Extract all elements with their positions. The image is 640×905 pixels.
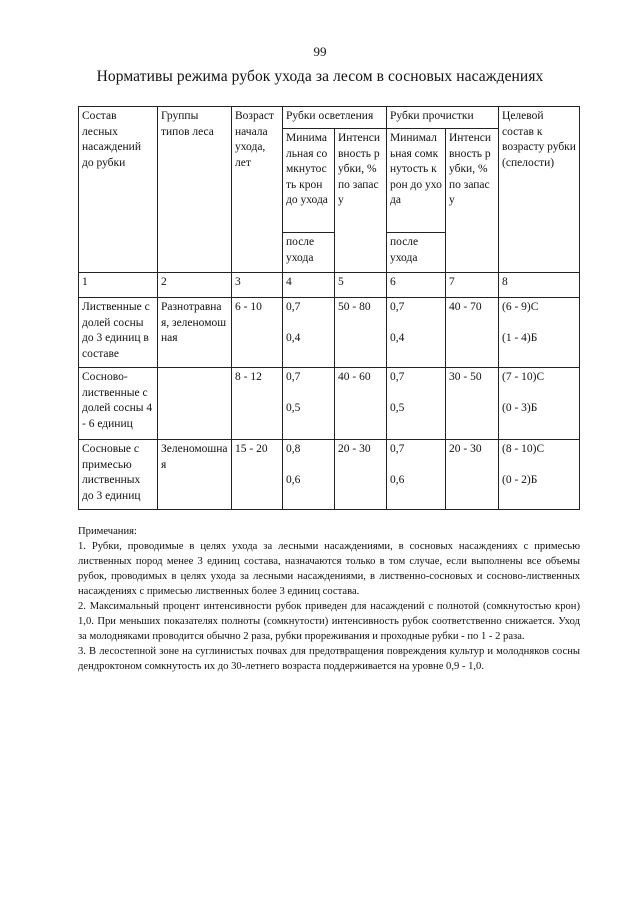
column-number: 3 (232, 273, 283, 298)
note-item: 2. Максимальный процент интенсивности рубок приведен для насаждений с полнотой (сомкнутостью крон) 1,0. При меньших показателях полноты (сомкнутости) интенсивность рубок соответственно снижается. Уход за молодняками проводится обычно 2 раза, рубки прореживания и проходные рубки - по 1 - 2 раза. (78, 601, 580, 642)
header-lighting: Рубки осветления (283, 107, 387, 129)
header-forest-types: Группы типов леса (158, 107, 232, 273)
target-pine: (7 - 10)С (502, 371, 545, 383)
table-row (79, 440, 580, 510)
cell-composition: Лиственные с долей сосны до 3 единиц в составе (79, 298, 158, 368)
closure-before: 0,8 (286, 443, 301, 455)
column-number: 4 (283, 273, 335, 298)
cell-intensity-lighting: 40 - 60 (335, 368, 387, 440)
page-number: 99 (313, 44, 327, 59)
column-number: 7 (446, 273, 499, 298)
header-composition: Состав лесных насаждений до рубки (79, 107, 158, 273)
column-numbers-row (79, 273, 580, 298)
closure-before: 0,7 (390, 443, 405, 455)
cell-closure-cleaning (387, 440, 446, 510)
table-row (79, 368, 580, 440)
cell-forest-type: Зеленомошная (158, 440, 232, 510)
cell-age: 8 - 12 (232, 368, 283, 440)
cell-intensity-lighting: 50 - 80 (335, 298, 387, 368)
target-pine: (6 - 9)С (502, 301, 539, 313)
closure-after: 0,5 (286, 402, 301, 414)
norms-table (78, 106, 580, 510)
cell-age: 15 - 20 (232, 440, 283, 510)
closure-before: 0,7 (286, 301, 301, 313)
document-title: Нормативы режима рубок ухода за лесом в сосновых насаждениях (96, 68, 544, 85)
closure-after: 0,6 (286, 474, 301, 486)
cell-intensity-cleaning: 40 - 70 (446, 298, 499, 368)
closure-before: 0,7 (390, 371, 405, 383)
header-after-lighting: после ухода (283, 233, 335, 273)
header-target: Целевой состав к возрасту рубки (спелости) (499, 107, 580, 273)
cell-closure-cleaning (387, 368, 446, 440)
table-row (79, 298, 580, 368)
note-item: 3. В лесостепной зоне на суглинистых почвах для предотвращения повреждения культур и молодняков сосны дендроктоном сомкнутость их до 30-летнего возраста поддерживается на уровне 0,9 - 1,0. (78, 646, 580, 672)
cell-intensity-cleaning: 30 - 50 (446, 368, 499, 440)
cell-age: 6 - 10 (232, 298, 283, 368)
target-birch: (0 - 2)Б (502, 474, 538, 486)
column-number: 1 (79, 273, 158, 298)
cell-forest-type: Разнотравная, зеленомошная (158, 298, 232, 368)
column-number: 8 (499, 273, 580, 298)
cell-target (499, 368, 580, 440)
closure-before: 0,7 (390, 301, 405, 313)
notes-heading: Примечания: (78, 526, 137, 537)
column-number: 6 (387, 273, 446, 298)
column-number: 2 (158, 273, 232, 298)
cell-closure-lighting (283, 298, 335, 368)
cell-intensity-lighting: 20 - 30 (335, 440, 387, 510)
target-pine: (8 - 10)С (502, 443, 545, 455)
closure-after: 0,5 (390, 402, 405, 414)
cell-closure-lighting (283, 440, 335, 510)
notes (78, 524, 580, 674)
header-min-closure-lighting: Минимальная сомкнутость крон до ухода (283, 129, 335, 233)
target-birch: (0 - 3)Б (502, 402, 538, 414)
cell-composition: Сосново-лиственные с долей сосны 4 - 6 единиц (79, 368, 158, 440)
column-number: 5 (335, 273, 387, 298)
cell-intensity-cleaning: 20 - 30 (446, 440, 499, 510)
cell-target (499, 298, 580, 368)
cell-target (499, 440, 580, 510)
header-intensity-lighting: Интенсивность рубки, % по запасу (335, 129, 387, 273)
closure-after: 0,4 (286, 332, 301, 344)
closure-after: 0,4 (390, 332, 405, 344)
note-item: 1. Рубки, проводимые в целях ухода за лесными насаждениями, в сосновых насаждениях с примесью лиственных пород менее 3 единиц состава, назначаются только в том случае, если выполнены все объемы рубок, проводимых в целях ухода за лесными насаждениями, в лиственно-сосновых и сосново-лиственных насаждениях с примесью лиственных более 3 единиц состава. (78, 541, 580, 597)
closure-after: 0,6 (390, 474, 405, 486)
target-birch: (1 - 4)Б (502, 332, 538, 344)
header-after-cleaning: после ухода (387, 233, 446, 273)
cell-composition: Сосновые с примесью лиственных до 3 единиц (79, 440, 158, 510)
cell-closure-lighting (283, 368, 335, 440)
header-intensity-cleaning: Интенсивность рубки, % по запасу (446, 129, 499, 273)
header-min-closure-cleaning: Минимальная сомкнутость крон до ухода (387, 129, 446, 233)
header-cleaning: Рубки прочистки (387, 107, 499, 129)
cell-forest-type (158, 368, 232, 440)
header-age-start: Возраст начала ухода, лет (232, 107, 283, 273)
cell-closure-cleaning (387, 298, 446, 368)
closure-before: 0,7 (286, 371, 301, 383)
